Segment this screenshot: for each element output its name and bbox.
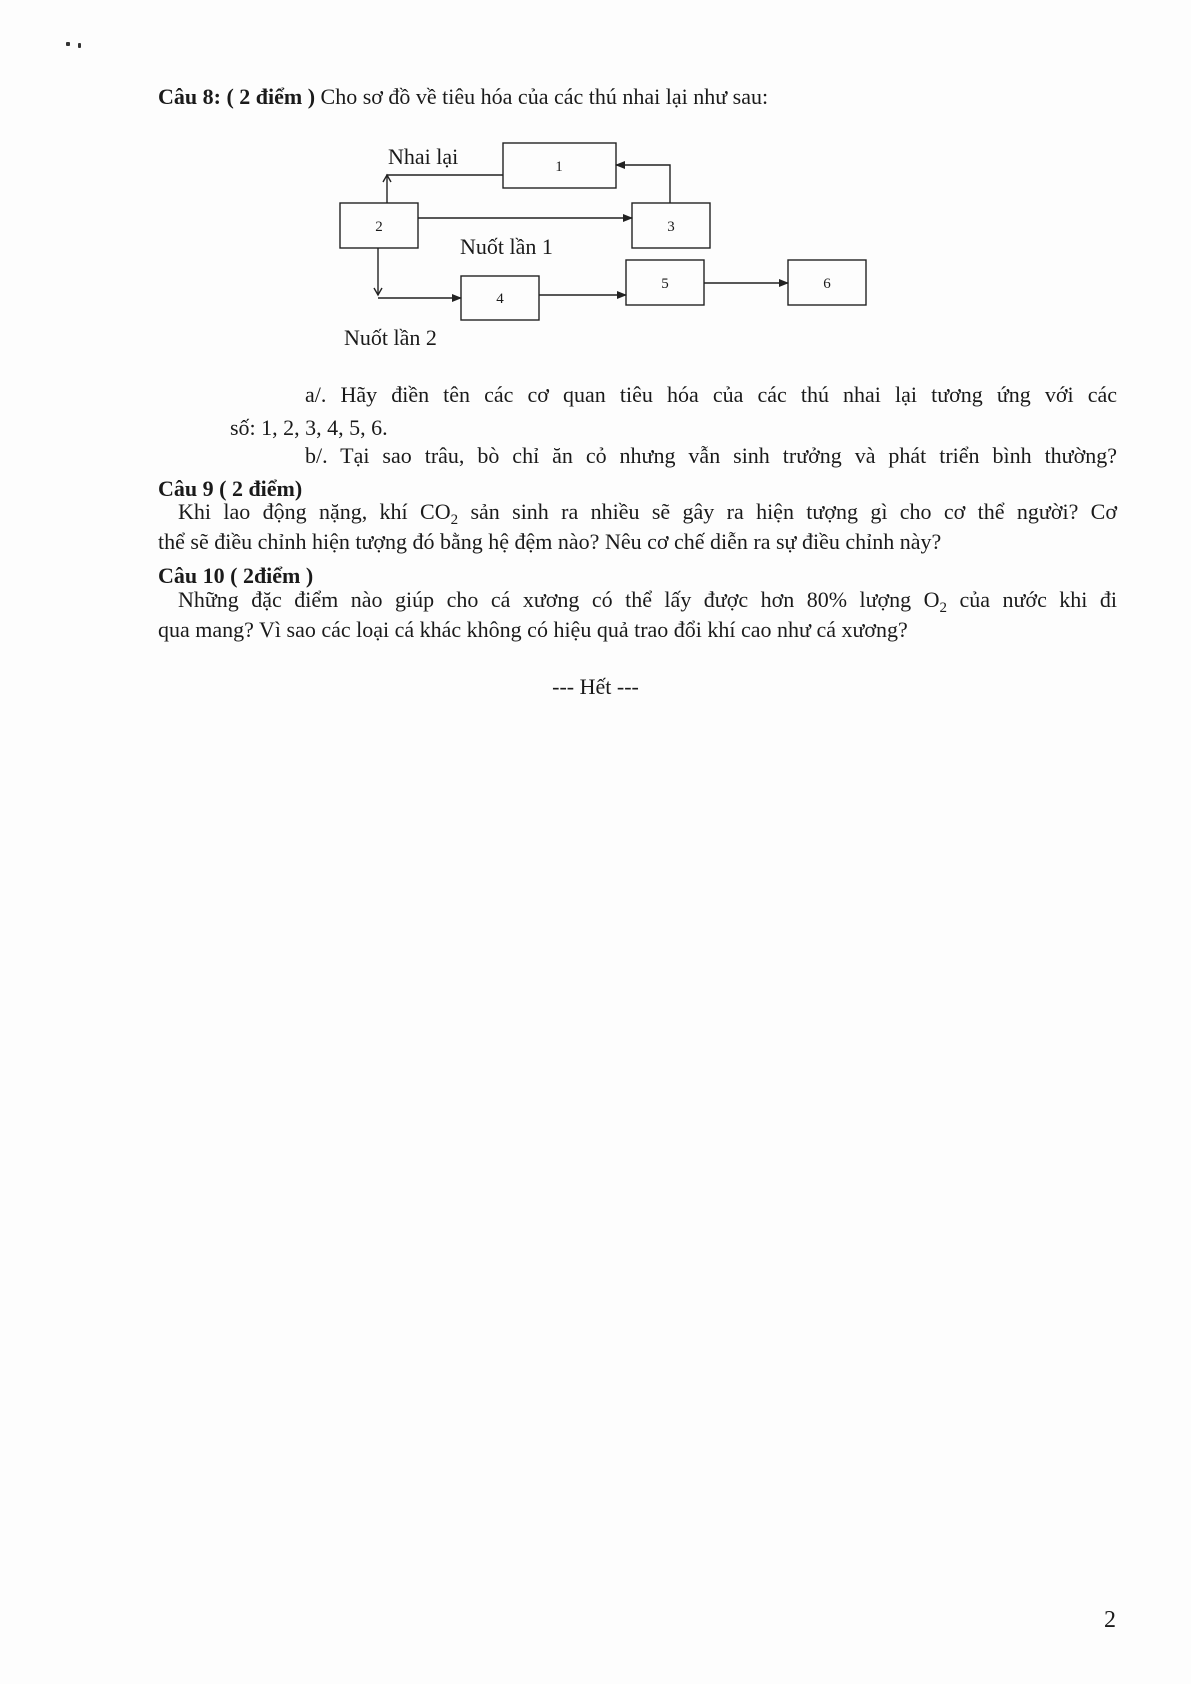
question-10-text-b: của nước khi đi bbox=[947, 587, 1118, 612]
question-8-part-a-continued: số: 1, 2, 3, 4, 5, 6. bbox=[230, 415, 388, 440]
question-9-line-2: thể sẽ điều chỉnh hiện tượng đó bằng hệ đệm nào? Nêu cơ chế diễn ra sự điều chỉnh này? bbox=[158, 529, 942, 554]
diagram-box-5-label: 5 bbox=[661, 276, 669, 292]
end-of-exam-marker: --- Hết --- bbox=[552, 674, 639, 699]
question-10-label: Câu 10 ( 2điểm ) bbox=[158, 563, 314, 588]
question-9-text-a: Khi lao động nặng, khí CO bbox=[178, 499, 451, 524]
page-number: 2 bbox=[1104, 1607, 1116, 1633]
scan-speck bbox=[78, 43, 81, 48]
question-8-text: Cho sơ đồ về tiêu hóa của các thú nhai lại như sau: bbox=[315, 84, 769, 109]
diagram-box-3-label: 3 bbox=[667, 219, 675, 235]
question-8-part-b: b/. Tại sao trâu, bò chỉ ăn cỏ nhưng vẫn sinh trưởng và phát triển bình thường? bbox=[305, 443, 1117, 468]
question-10-heading bbox=[158, 563, 313, 589]
diagram-box-1-label: 1 bbox=[555, 159, 563, 175]
arrow-1-to-2 bbox=[387, 175, 503, 203]
question-8-part-a: a/. Hãy điền tên các cơ quan tiêu hóa của các thú nhai lại tương ứng với các bbox=[305, 382, 1117, 407]
question-9-line-1 bbox=[178, 499, 1117, 533]
diagram-box-2-label: 2 bbox=[375, 219, 383, 235]
diagram-box-4-label: 4 bbox=[496, 291, 504, 307]
question-10-line-1 bbox=[178, 587, 1117, 621]
diagram-label-nhai-lai: Nhai lại bbox=[388, 144, 459, 169]
diagram-label-nuot-lan-2: Nuốt lần 2 bbox=[344, 325, 437, 350]
question-9-text-b: sản sinh ra nhiều sẽ gây ra hiện tượng gì cho cơ thể người? Cơ bbox=[458, 499, 1117, 524]
question-8-label: Câu 8: ( 2 điểm ) bbox=[158, 84, 316, 109]
o2-subscript: 2 bbox=[939, 600, 948, 616]
question-8-heading bbox=[158, 84, 768, 110]
ruminant-digestion-diagram bbox=[330, 130, 890, 360]
co2-subscript: 2 bbox=[450, 512, 459, 528]
arrow-3-to-1 bbox=[616, 165, 670, 203]
question-10-text-a: Những đặc điểm nào giúp cho cá xương có thể lấy được hơn 80% lượng O bbox=[178, 587, 940, 612]
question-9-label: Câu 9 ( 2 điểm) bbox=[158, 476, 303, 501]
diagram-label-nuot-lan-1: Nuốt lần 1 bbox=[460, 234, 553, 259]
question-10-line-2: qua mang? Vì sao các loại cá khác không có hiệu quả trao đổi khí cao như cá xương? bbox=[158, 617, 908, 642]
scan-speck bbox=[66, 42, 70, 46]
diagram-box-6-label: 6 bbox=[823, 276, 831, 292]
